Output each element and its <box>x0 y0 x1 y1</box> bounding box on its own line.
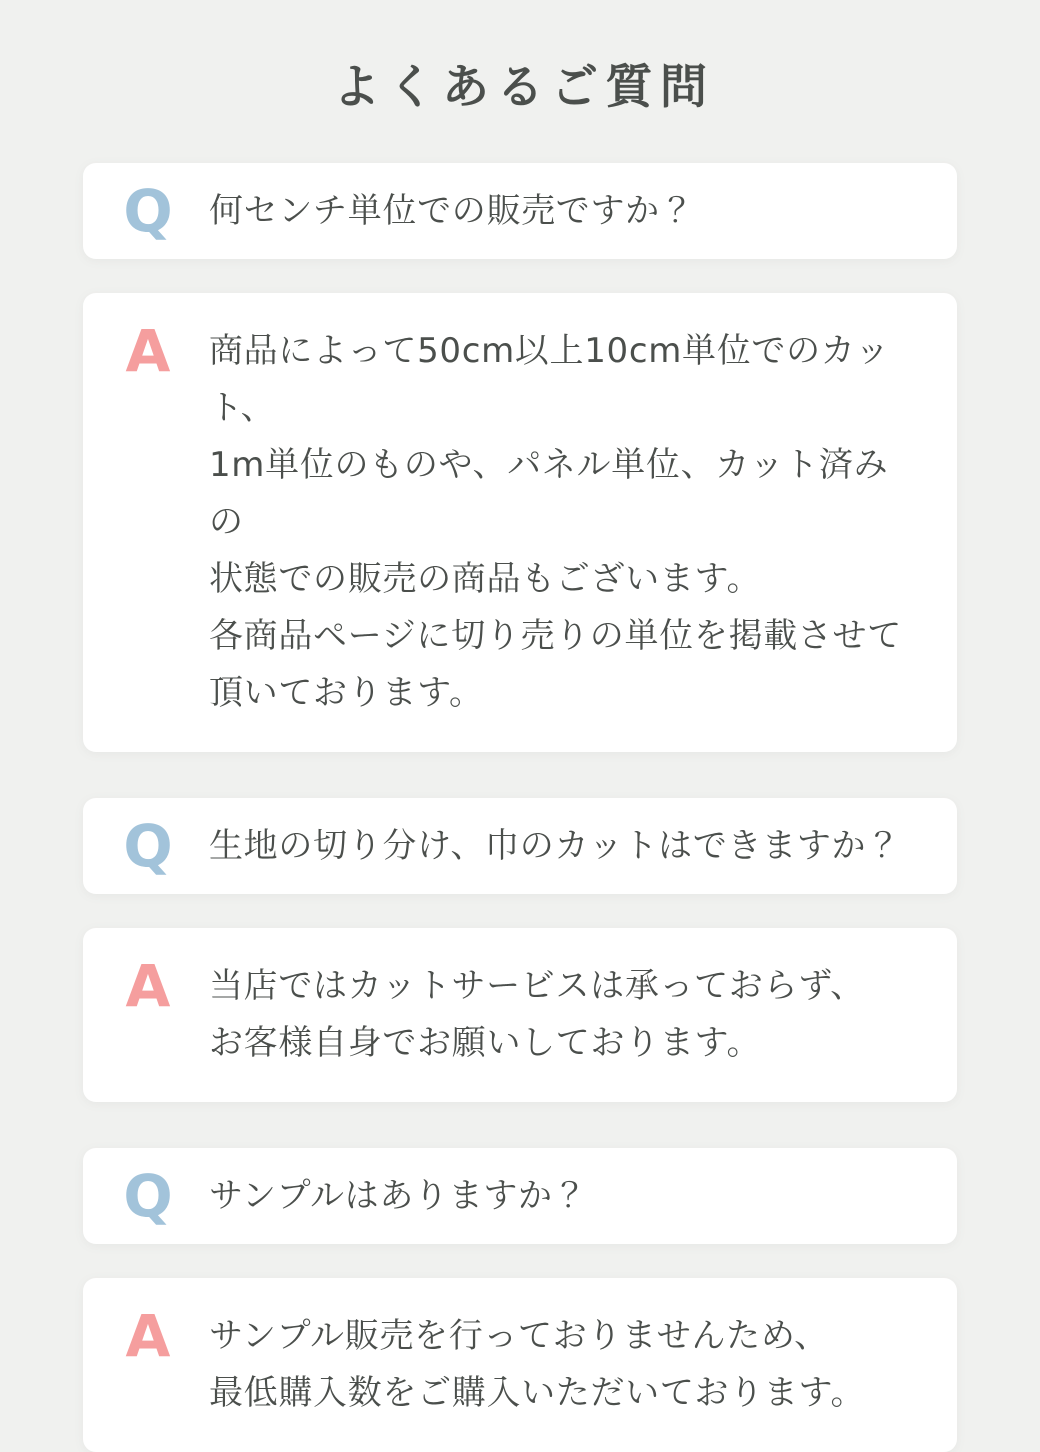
answer-line: 1m単位のものや、パネル単位、カット済みの <box>209 445 889 542</box>
answer-card <box>83 928 957 1102</box>
question-text: サンプルはありますか？ <box>209 1176 588 1216</box>
answer-line: 最低購入数をご購入いただいております。 <box>209 1373 866 1413</box>
question-card <box>83 163 957 259</box>
answer-line: サンプル販売を行っておりませんため、 <box>209 1316 829 1356</box>
page-title: よくあるご質問 <box>332 60 715 115</box>
answer-line: 頂いております。 <box>209 673 484 713</box>
answer-badge: A <box>125 1302 171 1370</box>
answer-text <box>209 323 917 722</box>
answer-line: お客様自身でお願いしております。 <box>209 1023 762 1063</box>
question-text: 生地の切り分け、巾のカットはできますか？ <box>209 826 901 866</box>
answer-card <box>83 293 957 752</box>
answer-badge: A <box>125 317 171 385</box>
answer-badge: A <box>125 952 171 1020</box>
question-badge: Q <box>123 811 173 880</box>
answer-line: 状態での販売の商品もございます。 <box>209 559 762 599</box>
question-badge: Q <box>123 176 173 245</box>
answer-line: 商品によって50cm以上10cm単位でのカット、 <box>209 331 890 428</box>
answer-text <box>209 1308 865 1422</box>
answer-line: 各商品ページに切り売りの単位を掲載させて <box>209 616 902 656</box>
question-text: 何センチ単位での販売ですか？ <box>209 191 695 231</box>
answer-text <box>209 958 865 1072</box>
question-badge: Q <box>123 1161 173 1230</box>
answer-card <box>83 1278 957 1452</box>
question-card <box>83 798 957 894</box>
question-card <box>83 1148 957 1244</box>
answer-line: 当店ではカットサービスは承っておらず、 <box>209 966 865 1006</box>
faq-list <box>83 163 957 1452</box>
